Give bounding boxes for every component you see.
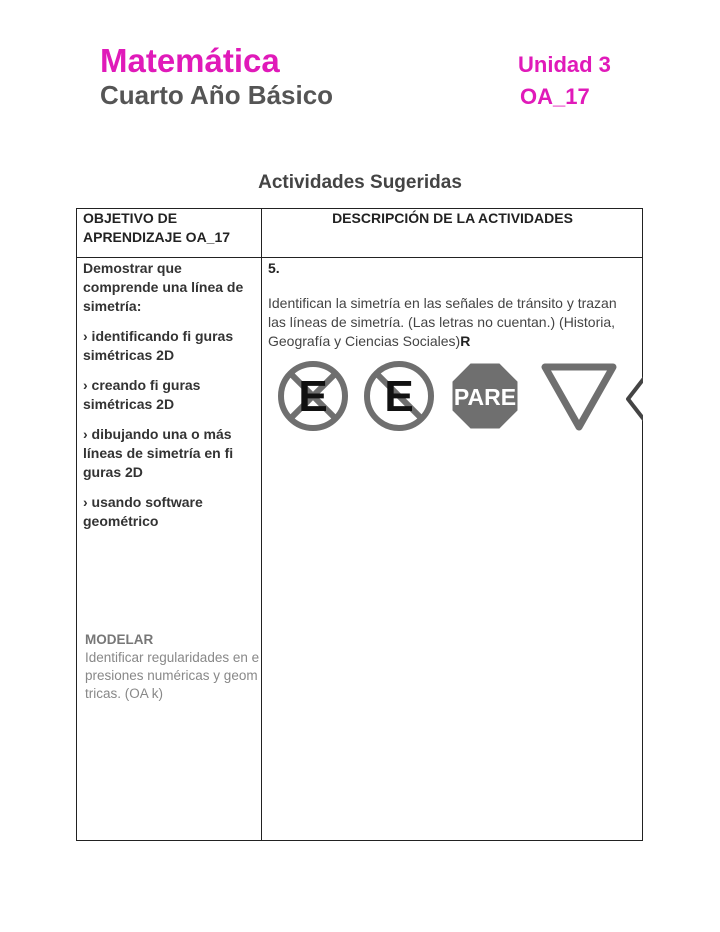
subject-title: Matemática <box>100 42 280 79</box>
unit-label: Unidad 3 <box>518 52 611 77</box>
column-header-objective: OBJETIVO DE APRENDIZAJE OA_17 <box>83 210 231 245</box>
activity-description <box>268 294 630 351</box>
sign-letter: E <box>298 372 328 421</box>
column-divider <box>261 209 262 840</box>
activity-description-suffix: R <box>460 333 471 349</box>
traffic-signs-row <box>268 359 643 444</box>
objective-intro: Demostrar que comprende una línea de simetría: <box>83 260 244 314</box>
column-header-description: DESCRIPCIÓN DE LA ACTIVIDADES <box>332 210 573 226</box>
no-parking-crossed-sign-icon <box>276 359 350 433</box>
modelar-box <box>85 631 262 703</box>
objective-cell <box>83 259 255 542</box>
oa-label: OA_17 <box>520 84 590 109</box>
activity-cell <box>268 259 630 351</box>
objective-item: › usando software geométrico <box>83 494 203 529</box>
yield-sign-icon <box>539 359 619 433</box>
activity-description-text: Identifican la simetría en las señales de tránsito y trazan las líneas de simetría. (Las letras no cuentan.) (Historia, Geografía y Ciencias Sociales) <box>268 295 617 349</box>
diamond-sign-icon <box>625 359 643 433</box>
stop-sign-icon <box>448 359 522 433</box>
section-title: Actividades Sugeridas <box>258 172 462 193</box>
modelar-line: presiones numéricas y geom <box>85 668 258 683</box>
no-parking-sign-icon <box>362 359 436 433</box>
modelar-line: tricas. (OA k) <box>85 686 164 701</box>
modelar-line: Identificar regularidades en e <box>85 650 260 665</box>
grade-title: Cuarto Año Básico <box>100 80 334 110</box>
activity-number: 5. <box>268 260 280 276</box>
header-divider <box>77 257 642 258</box>
objective-item: › creando fi guras simétricas 2D <box>83 377 201 412</box>
modelar-title: MODELAR <box>85 632 154 647</box>
sign-letter: E <box>384 372 414 421</box>
activities-table <box>76 208 643 841</box>
stop-sign-text: PARE <box>453 384 517 410</box>
objective-item: › identificando fi guras simétricas 2D <box>83 328 234 363</box>
objective-item: › dibujando una o más líneas de simetría en fi guras 2D <box>83 426 234 480</box>
